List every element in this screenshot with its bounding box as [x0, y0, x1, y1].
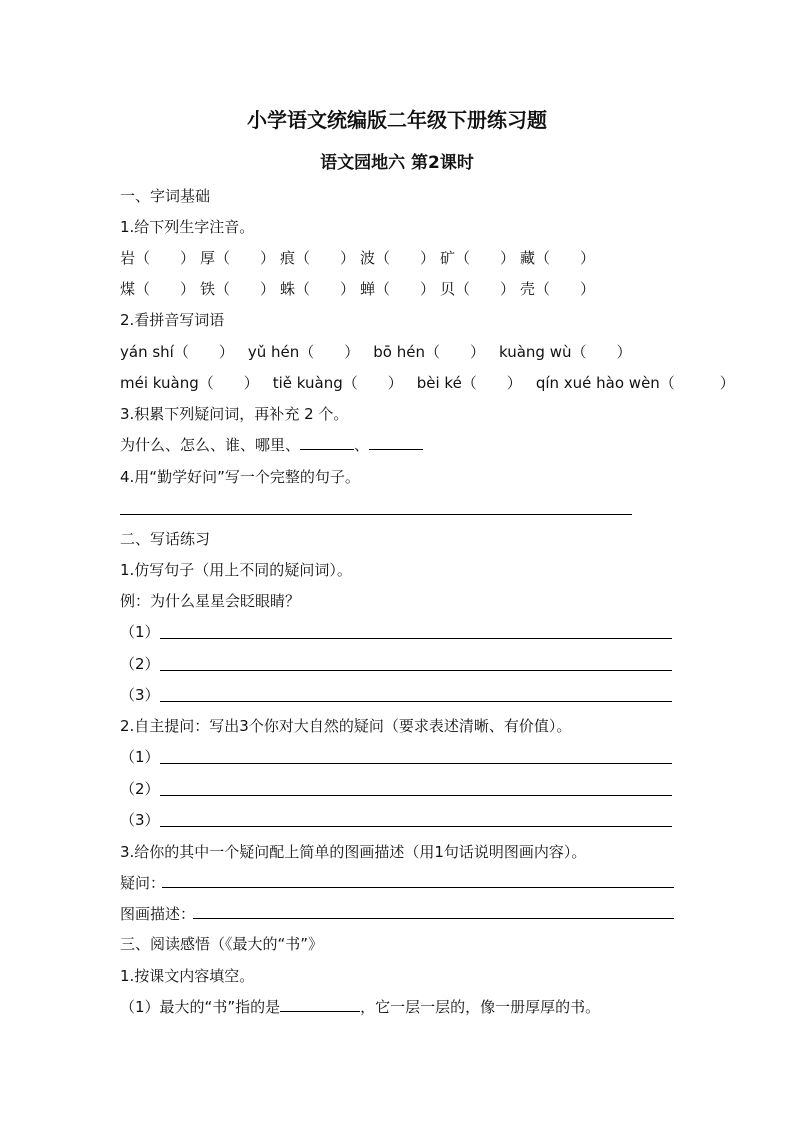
worksheet-title: 小学语文统编版二年级下册练习题: [247, 108, 547, 132]
char-item: 蛛（ ）: [280, 280, 356, 298]
char-item: 藏（ ）: [520, 249, 596, 267]
question-2-3: 3.给你的其中一个疑问配上简单的图画描述（用1句话说明图画内容）。: [120, 843, 587, 861]
answer-line[interactable]: [160, 763, 672, 764]
answer-line[interactable]: [160, 670, 672, 671]
answer-line[interactable]: [160, 638, 672, 639]
answer-line[interactable]: [120, 514, 632, 515]
char-item: 煤（ ）: [120, 280, 196, 298]
char-item: 厚（ ）: [200, 249, 276, 267]
answer-line[interactable]: [160, 795, 672, 796]
picture-desc-label: 图画描述：: [120, 905, 196, 923]
item-number: （1）: [120, 748, 160, 766]
item-number: （1）: [120, 623, 160, 641]
item-number: （3）: [120, 686, 160, 704]
char-item: 痕（ ）: [280, 249, 356, 267]
section-3-heading: 三、阅读感悟（《最大的“书”》: [120, 935, 324, 953]
fill-in-sentence: [120, 997, 600, 1017]
answer-line[interactable]: [160, 701, 672, 702]
fill-suffix: ，它一层一层的，像一册厚厚的书。: [360, 998, 601, 1016]
char-item: 矿（ ）: [440, 249, 516, 267]
item-number: （2）: [120, 780, 160, 798]
comma-separator: 、: [354, 436, 370, 454]
question-1-4: 4.用“勤学好问”写一个完整的句子。: [120, 468, 360, 486]
lesson-subtitle: 语文园地六 第2课时: [320, 153, 474, 173]
pinyin-item: bō hén（ ）: [373, 343, 485, 361]
pinyin-item: yǔ hén（ ）: [247, 343, 360, 361]
char-item: 壳（ ）: [520, 280, 596, 298]
pinyin-row-2: [120, 373, 749, 393]
answer-blank[interactable]: [300, 435, 354, 450]
question-3-1: 1.按课文内容填空。: [120, 967, 255, 985]
answer-line[interactable]: [162, 887, 674, 888]
char-item: 波（ ）: [360, 249, 436, 267]
question-2-2: 2.自主提问：写出3个你对大自然的疑问（要求表述清晰、有价值）。: [120, 717, 572, 735]
item-number: （2）: [120, 655, 160, 673]
answer-line[interactable]: [160, 826, 672, 827]
question-words: 为什么、怎么、谁、哪里、: [120, 436, 301, 454]
question-words-line: [120, 435, 423, 455]
example-sentence: 例：为什么星星会眨眼睛？: [120, 592, 301, 610]
answer-line[interactable]: [193, 918, 674, 919]
question-label: 疑问：: [120, 874, 166, 892]
question-1-1: 1.给下列生字注音。: [120, 218, 255, 236]
item-number: （3）: [120, 811, 160, 829]
char-item: 铁（ ）: [200, 280, 276, 298]
pinyin-item: yán shí（ ）: [120, 343, 234, 361]
pinyin-item: tiě kuàng（ ）: [272, 374, 403, 392]
char-item: 蝉（ ）: [360, 280, 436, 298]
section-2-heading: 二、写话练习: [120, 530, 211, 548]
answer-blank[interactable]: [369, 435, 423, 450]
pinyin-item: qín xué hào wèn（ ）: [535, 374, 735, 392]
question-2-1: 1.仿写句子（用上不同的疑问词）。: [120, 561, 352, 579]
char-row-2: [120, 279, 600, 299]
pinyin-item: méi kuàng（ ）: [120, 374, 259, 392]
char-item: 岩（ ）: [120, 249, 196, 267]
question-1-3: 3.积累下列疑问词，再补充 2 个。: [120, 405, 349, 423]
pinyin-item: kuàng wù（ ）: [498, 343, 632, 361]
char-item: 贝（ ）: [440, 280, 516, 298]
char-row-1: [120, 248, 600, 268]
question-1-2: 2.看拼音写词语: [120, 311, 225, 329]
section-1-heading: 一、字词基础: [120, 187, 211, 205]
pinyin-item: bèi ké（ ）: [416, 374, 522, 392]
fill-prefix: （1）最大的“书”指的是: [120, 998, 281, 1016]
pinyin-row-1: [120, 342, 645, 362]
answer-blank[interactable]: [280, 997, 360, 1012]
